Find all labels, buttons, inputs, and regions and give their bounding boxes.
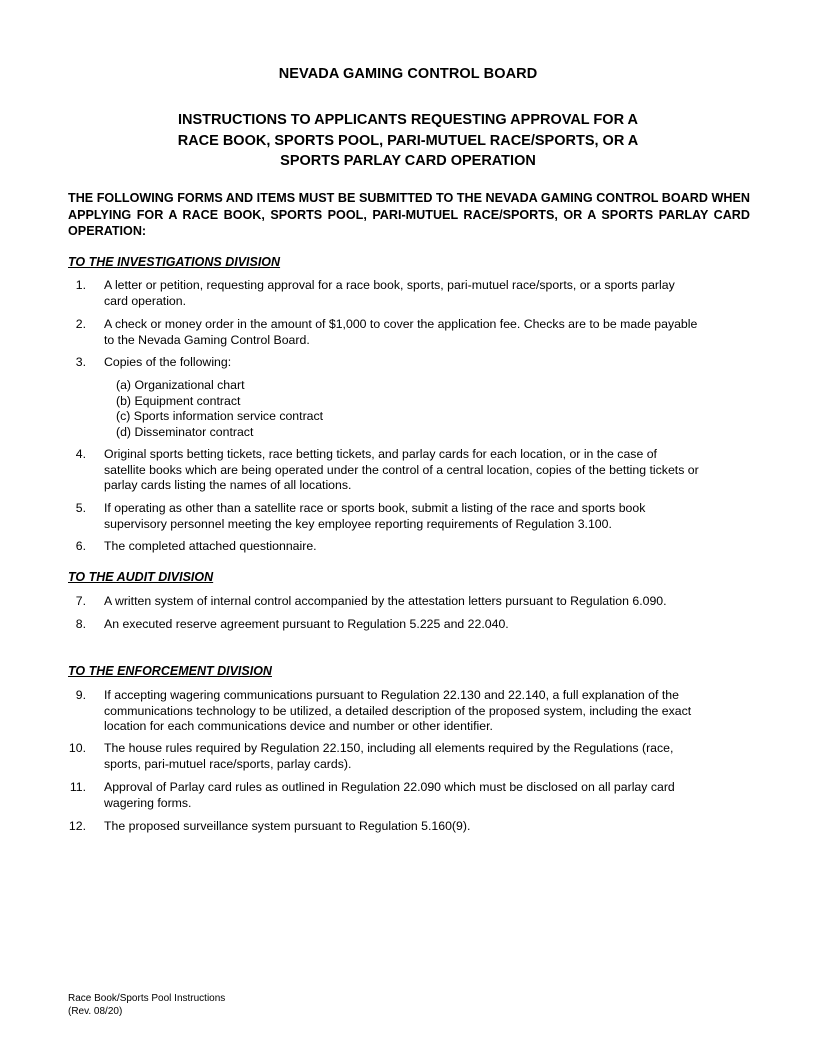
item-text-line: The proposed surveillance system pursuant to Regulation 5.160(9). [104, 819, 471, 833]
item-number: 8. [75, 617, 86, 631]
item-number: 6. [75, 539, 86, 553]
item-text [104, 317, 756, 348]
item-text-line: A check or money order in the amount of $1,000 to cover the application fee. Checks are to be made payable [104, 317, 698, 331]
item-text-line: wagering forms. [104, 795, 192, 810]
item-text [104, 688, 756, 735]
item-text [104, 617, 756, 633]
page-footer [68, 993, 225, 1018]
item-text-line: If accepting wagering communications pursuant to Regulation 22.130 and 22.140, a full explanation of the [104, 688, 679, 702]
section-heading-investigations: TO THE INVESTIGATIONS DIVISION [68, 255, 281, 269]
item-text-line: parlay cards listing the names of all locations. [104, 478, 352, 493]
item-text-line: card operation. [104, 293, 187, 308]
item-text-line: satellite books which are being operated under the control of a central location, copies of the betting tickets or [104, 462, 699, 477]
item-text [104, 780, 756, 811]
footer-revision: (Rev. 08/20) [68, 1005, 123, 1017]
item-number: 12. [68, 819, 86, 833]
item-text-line: Copies of the following: [104, 355, 232, 369]
subtitle-line: SPORTS PARLAY CARD OPERATION [280, 153, 536, 169]
item-number: 2. [75, 317, 86, 331]
copies-sublist [116, 378, 323, 440]
item-text-line: An executed reserve agreement pursuant to Regulation 5.225 and 22.040. [104, 617, 509, 631]
item-number: 10. [68, 741, 86, 755]
sublist-item: (b) Equipment contract [116, 393, 241, 408]
intro-paragraph: THE FOLLOWING FORMS AND ITEMS MUST BE SUBMITTED TO THE NEVADA GAMING CONTROL BOARD WHEN APPLYING FOR A RACE BOOK, SPORTS POOL, PARI-MUTUEL RACE/SPORTS, OR A SPORTS PARLAY CARD OPERATION: [68, 191, 750, 239]
document-subtitle [0, 110, 816, 172]
subtitle-line: RACE BOOK, SPORTS POOL, PARI-MUTUEL RACE/SPORTS, OR A [177, 132, 639, 149]
item-text [104, 278, 756, 309]
sublist-item: (d) Disseminator contract [116, 424, 254, 439]
footer-title: Race Book/Sports Pool Instructions [68, 993, 226, 1004]
agency-title: NEVADA GAMING CONTROL BOARD [278, 66, 538, 82]
item-text-line: A written system of internal control accompanied by the attestation letters pursuant to Regulation 6.090. [104, 594, 667, 608]
item-number: 3. [75, 355, 86, 369]
item-number: 4. [75, 447, 86, 461]
item-text-line: The house rules required by Regulation 22.150, including all elements required by the Regulations (race, [104, 741, 674, 755]
item-text [104, 539, 756, 555]
item-text [104, 741, 756, 772]
item-text-line: The completed attached questionnaire. [104, 539, 317, 553]
sublist-item: (a) Organizational chart [116, 378, 245, 392]
item-text [104, 594, 756, 610]
item-text-line: A letter or petition, requesting approval for a race book, sports, pari-mutuel race/sports, or a sports parlay [104, 278, 675, 292]
item-text-line: If operating as other than a satellite race or sports book, submit a listing of the race and sports book [104, 501, 646, 515]
item-text-line: supervisory personnel meeting the key employee reporting requirements of Regulation 3.100. [104, 516, 612, 531]
item-text [104, 355, 756, 371]
item-number: 7. [75, 594, 86, 608]
item-text-line: Original sports betting tickets, race betting tickets, and parlay cards for each location, or in the case of [104, 447, 657, 461]
item-text-line: communications technology to be utilized, a detailed description of the proposed system, including the exact [104, 703, 692, 718]
sublist-item: (c) Sports information service contract [116, 409, 324, 424]
item-text-line: location for each communications device and number or other identifier. [104, 719, 493, 734]
item-text-line: to the Nevada Gaming Control Board. [104, 332, 310, 347]
item-text-line: Approval of Parlay card rules as outlined in Regulation 22.090 which must be disclosed on all parlay card [104, 780, 675, 794]
item-number: 9. [75, 688, 86, 702]
item-number: 11. [69, 780, 86, 794]
item-text [104, 819, 756, 835]
subtitle-line: INSTRUCTIONS TO APPLICANTS REQUESTING APPROVAL FOR A [178, 112, 638, 128]
section-heading-enforcement: TO THE ENFORCEMENT DIVISION [68, 664, 272, 678]
item-text [104, 447, 756, 494]
item-text-line: sports, pari-mutuel race/sports, parlay cards). [104, 756, 352, 771]
item-number: 1. [75, 278, 86, 292]
section-heading-audit: TO THE AUDIT DIVISION [68, 570, 214, 584]
item-number: 5. [75, 501, 86, 515]
item-text [104, 501, 756, 532]
